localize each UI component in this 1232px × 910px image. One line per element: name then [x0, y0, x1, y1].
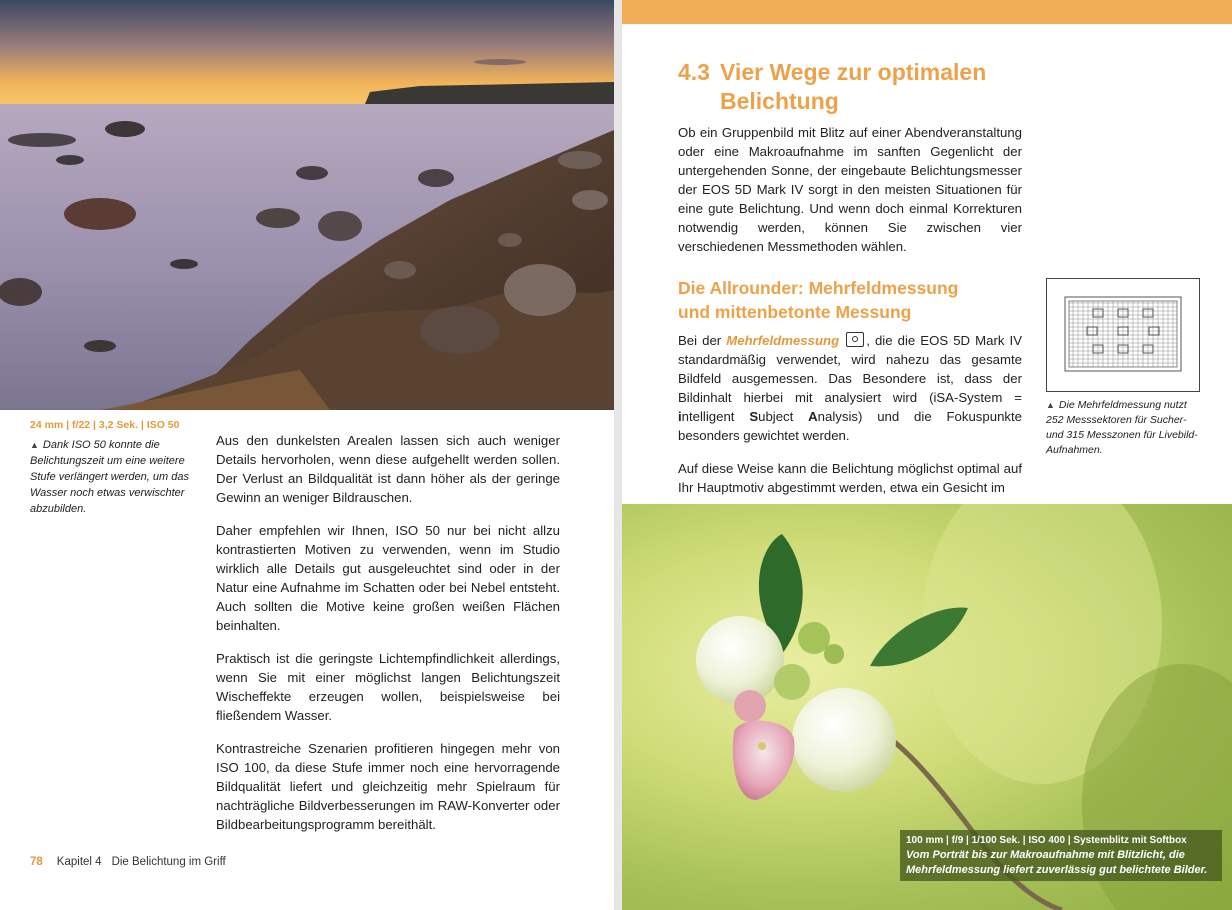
- paragraph: Praktisch ist die geringste Lichtempfindlichkeit allerdings, wenn Sie mit einer möglichst langen Belichtungszeit Wischeffekte erzeugen wollen, beispielsweise bei fließendem Wasser.: [216, 651, 560, 723]
- subheading-line1: Die Allrounder: Mehrfeldmessung: [678, 278, 959, 298]
- book-gutter: [614, 0, 622, 910]
- right-page: [622, 0, 1232, 910]
- section-number: 4.3: [678, 59, 710, 85]
- paragraph: Aus den dunkelsten Arealen lassen sich auch weniger Details hervorholen, wenn diese aufgehellt werden sollen. Der Verlust an Bildqualität ist dann höher als der geringe Gewinn an weniger Bildrauschen.: [216, 433, 560, 505]
- paragraph: Auf diese Weise kann die Belichtung möglichst optimal auf Ihr Hauptmotiv abgestimmt werden, etwa ein Gesicht im: [678, 461, 1022, 495]
- paragraph: Bei der Mehrfeldmessung , die die EOS 5D Mark IV standardmäßig verwendet, wird nahezu das gesamte Bildfeld ausgemessen. Das Besondere ist, dass der Bildinhalt hierbei mit analysiert wird (iSA-System = intelligent Subject Analysis) und die Fokuspunkte besonders gewichtet werden.: [678, 333, 1022, 443]
- section-heading: [678, 58, 1098, 116]
- metering-caption-text: Die Mehrfeldmessung nutzt 252 Messsektoren für Sucher- und 315 Messzonen für Livebild-Aufnahmen.: [1046, 399, 1198, 456]
- seascape-caption: [30, 419, 200, 517]
- chapter-title: Die Belichtung im Griff: [111, 856, 226, 868]
- caption-triangle-icon: ▲: [30, 440, 39, 450]
- section-title-line2: Belichtung: [720, 88, 839, 114]
- snowberry-caption-text: Vom Porträt bis zur Makroaufnahme mit Blitzlicht, die Mehrfeldmessung liefert zuverlässig gut belichtete Bilder.: [906, 849, 1208, 876]
- left-body-text: [216, 431, 560, 848]
- page-number: 78: [30, 856, 43, 868]
- metering-mode-icon: [846, 332, 864, 347]
- page-footer: [30, 856, 226, 868]
- snowberry-caption: [900, 830, 1222, 881]
- term-mehrfeldmessung: Mehrfeldmessung: [726, 333, 840, 348]
- snowberry-photo: [622, 504, 1232, 910]
- snowberry-exif: 100 mm | f/9 | 1/100 Sek. | ISO 400 | Systemblitz mit Softbox: [906, 835, 1187, 846]
- seascape-caption-text: Dank ISO 50 konnte die Belichtungszeit um eine weitere Stufe verlängert werden, um das Wasser noch etwas verwischter abzubilden.: [30, 439, 189, 515]
- paragraph: Daher empfehlen wir Ihnen, ISO 50 nur bei nicht allzu kontrastierten Motiven zu verwenden, wenn im Studio wirklich alle Details gut ausgeleuchtet sind oder in der Natur eine Aufnahme im Schatten oder bei Nebel entsteht. Auch sollten die Motive keine großen weißen Flächen beinhalten.: [216, 523, 560, 633]
- metering-grid-illustration: [1047, 279, 1199, 391]
- section-title-line1: Vier Wege zur optimalen: [720, 59, 987, 85]
- intro-text: [678, 123, 1022, 270]
- seascape-photo: [0, 0, 614, 410]
- paragraph: Kontrastreiche Szenarien profitieren hingegen mehr von ISO 100, da diese Stufe immer noch eine hervorragende Bildqualität liefert und gleichzeitig mehr Spielraum für nachträgliche Bildverbesserungen im RAW-Konverter oder Bildbearbeitungsprogramm bereithält.: [216, 741, 560, 832]
- header-bar: [622, 0, 1232, 24]
- left-page: [0, 0, 614, 910]
- seascape-exif: 24 mm | f/22 | 3,2 Sek. | ISO 50: [30, 419, 180, 431]
- subheading: [678, 276, 1018, 324]
- metering-caption: [1046, 398, 1206, 458]
- metering-text: [678, 331, 1022, 511]
- subheading-line2: und mittenbetonte Messung: [678, 302, 912, 322]
- seascape-illustration: [0, 0, 614, 410]
- intro-paragraph: Ob ein Gruppenbild mit Blitz auf einer Abendveranstaltung oder eine Makroaufnahme im sanften Gegenlicht der untergehenden Sonne, der eingebaute Belichtungsmesser der EOS 5D Mark IV sorgt in den meisten Situationen für eine gute Belichtung. Und wenn doch einmal Korrekturen notwendig werden, können Sie zwischen vier verschiedenen Messmethoden wählen.: [678, 125, 1022, 254]
- chapter-label: Kapitel 4: [56, 856, 102, 868]
- caption-triangle-icon: ▲: [1046, 400, 1055, 410]
- metering-grid-diagram: [1046, 278, 1200, 392]
